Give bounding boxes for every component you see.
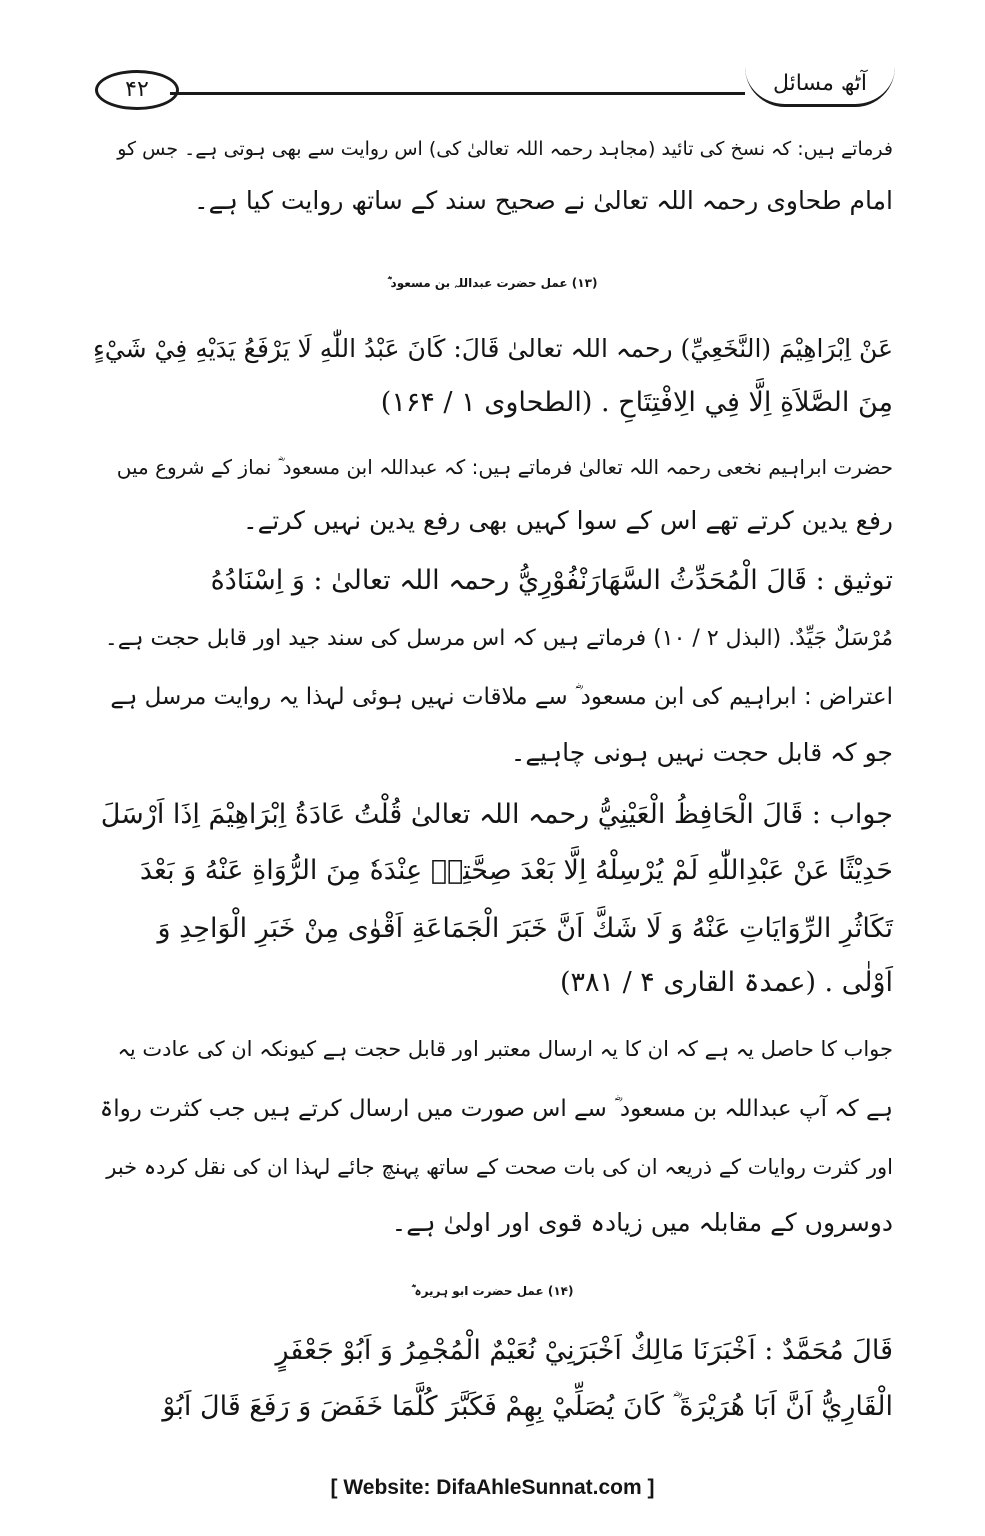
text-line: جو کہ قابل حجت نہیں ہونی چاہیے۔ [510, 738, 893, 767]
text-line: رفع یدین کرتے تھے اس کے سوا کہیں بھی رفع یدین نہیں کرتے۔ [243, 506, 893, 535]
page-header [95, 62, 895, 108]
arabic-text-line: تَكَاثُرِ الرِّوَايَاتِ عَنْهُ وَ لَا شَكَّ اَنَّ خَبَرَ الْجَمَاعَةِ اَقْوٰى مِنْ خَبَرِ الْوَاحِدِ وَ [157, 913, 893, 944]
page-number: ۴۲ [95, 70, 179, 110]
section-heading-13: (۱۳) عمل حضرت عبداللہ بن مسعود ؓ [387, 276, 598, 290]
text-line: فرماتے ہیں: کہ نسخ کی تائید (مجاہد رحمہ اللہ تعالیٰ کی) اس روایت سے بھی ہوتی ہے۔ جس کو [117, 138, 893, 160]
website-footer: [ Website: DifaAhleSunnat.com ] [330, 1476, 655, 1499]
tawthiq-line: توثیق : قَالَ الْمُحَدِّثُ السَّهَارَنْفُوْرِيُّ رحمہ اللہ تعالیٰ : وَ اِسْنَادُهُ [210, 565, 893, 596]
arabic-text-line: مِنَ الصَّلاَةِ اِلَّا فِي الِافْتِتَاحِ . (الطحاوی ۱ / ۱۶۴) [380, 387, 893, 418]
text-line: اور کثرت روایات کے ذریعہ ان کی بات صحت کے ساتھ پہنچ جائے لہذا ان کی نقل کردہ خبر [106, 1155, 893, 1179]
text-line: مُرْسَلٌ جَيِّدٌ. (البذل ۲ / ۱۰) فرماتے ہیں کہ اس مرسل کی سند جید اور قابل حجت ہے۔ [104, 626, 893, 651]
text-line: دوسروں کے مقابلہ میں زیادہ قوی اور اولیٰ ہے۔ [391, 1208, 893, 1237]
arabic-text-line: قَالَ مُحَمَّدٌ : اَخْبَرَنَا مَالِكٌ اَخْبَرَنِيْ نُعَيْمٌ الْمُجْمِرُ وَ اَبُوْ جَعْفَرٍ [275, 1335, 893, 1366]
text-line: ہے کہ آپ عبداللہ بن مسعود ؓ سے اس صورت میں ارسال کرتے ہیں جب کثرت رواۃ [99, 1096, 893, 1122]
answer-line: جواب : قَالَ الْحَافِظُ الْعَيْنِيُّ رحمہ اللہ تعالیٰ قُلْتُ عَادَةُ اِبْرَاهِيْمَ اِذَا اَرْسَلَ [100, 799, 893, 830]
header-rule [170, 92, 745, 95]
arabic-text-line: عَنْ اِبْرَاهِيْمَ (النَّخَعِيِّ) رحمہ اللہ تعالیٰ قَالَ: كَانَ عَبْدُ اللّٰهِ لَا يَرْفَعُ يَدَيْهِ فِيْ شَيْءٍ [93, 334, 893, 363]
text-line: امام طحاوی رحمہ اللہ تعالیٰ نے صحیح سند کے ساتھ روایت کیا ہے۔ [193, 186, 893, 215]
text-line: حضرت ابراہیم نخعی رحمہ اللہ تعالیٰ فرماتے ہیں: کہ عبداللہ ابن مسعود ؓ نماز کے شروع میں [116, 455, 893, 479]
arabic-text-line: اَوْلٰى . (عمدۃ القاری ۴ / ۳۸۱) [559, 967, 893, 998]
section-heading-14: (۱۴) عمل حضرت ابو ہریرہ ؓ [411, 1284, 574, 1298]
text-line: جواب کا حاصل یہ ہے کہ ان کا یہ ارسال معتبر اور قابل حجت ہے کیونکہ ان کی عادت یہ [117, 1037, 893, 1061]
arabic-text-line: الْقَارِيُّ اَنَّ اَبَا هُرَيْرَةَ ؓ كَانَ يُصَلِّيْ بِهِمْ فَكَبَّرَ كُلَّمَا خَفَضَ وَ رَفَعَ قَالَ اَبُوْ [162, 1391, 893, 1422]
book-title: آٹھ مسائل [745, 64, 895, 107]
arabic-text-line: حَدِيْثًا عَنْ عَبْدِاللّٰهِ لَمْ يُرْسِلْهُ اِلَّا بَعْدَ صِحَّتِهٖ عِنْدَهٗ مِنَ الرُّوَاةِ عَنْهُ وَ بَعْدَ [139, 855, 893, 886]
objection-line: اعتراض : ابراہیم کی ابن مسعود ؓ سے ملاقات نہیں ہوئی لہذا یہ روایت مرسل ہے [110, 684, 893, 710]
